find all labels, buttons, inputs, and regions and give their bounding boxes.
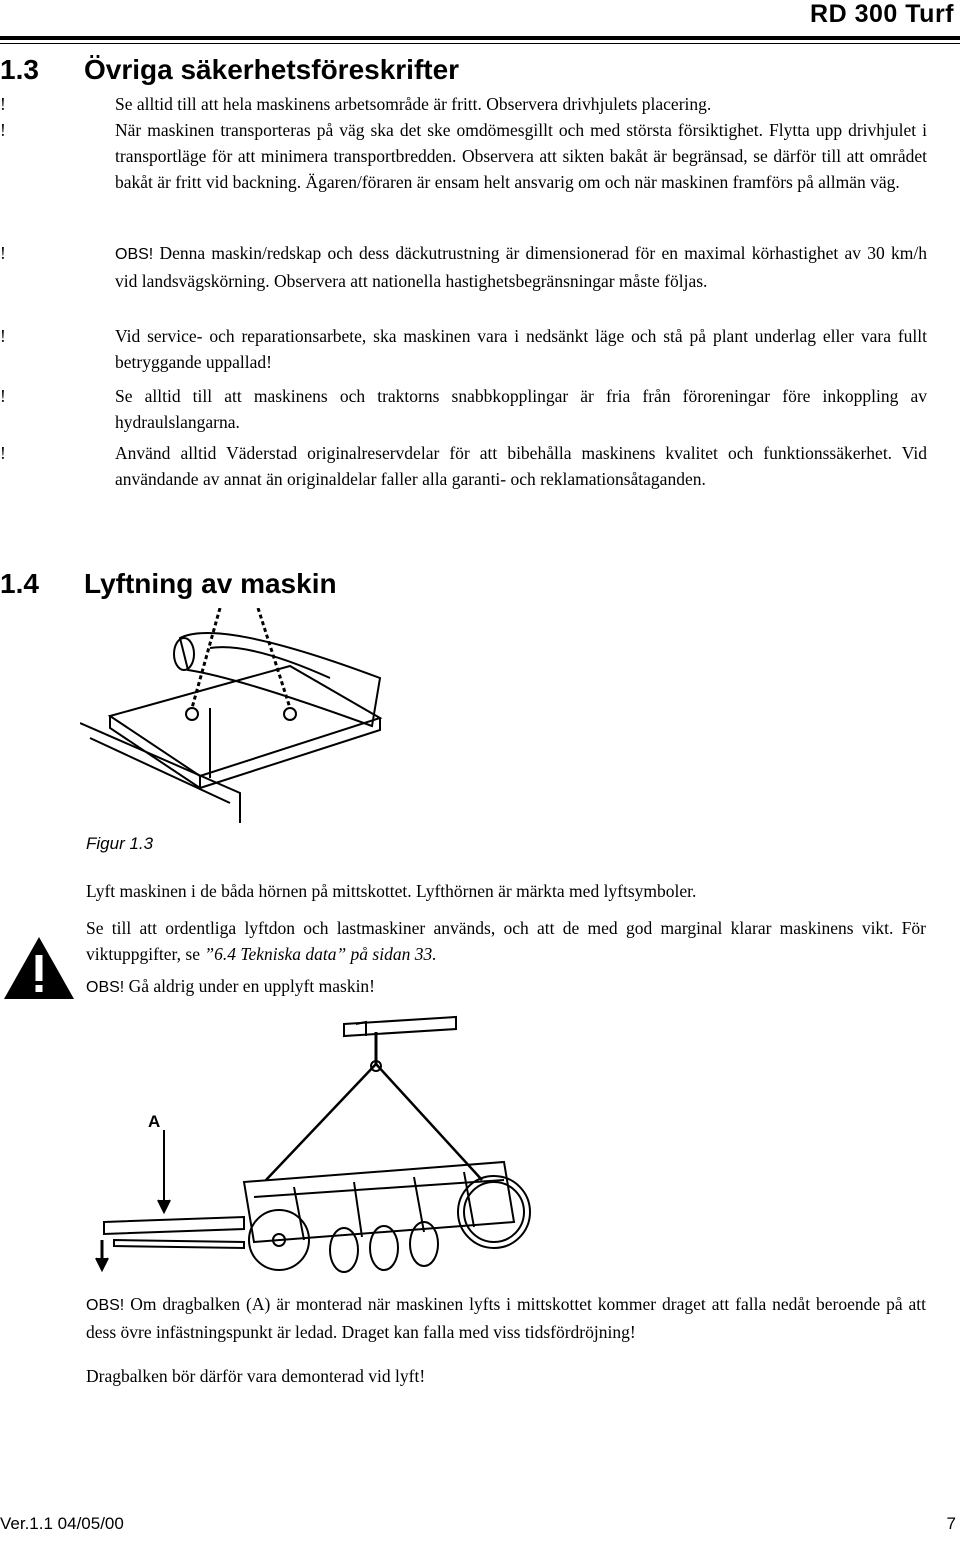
safety-item-5: Se alltid till att maskinens och traktorns snabbkopplingar är fria från föroreningar före inkoppling av hydraulslangarna. — [115, 386, 927, 432]
drawbar-label-a: A — [148, 1112, 161, 1131]
safety-item-3 — [115, 240, 927, 294]
section-13-number: 1.3 — [0, 54, 39, 85]
bullet-4: ! — [0, 326, 6, 346]
safety-item-4: Vid service- och reparationsarbete, ska maskinen vara i nedsänkt läge och stå på plant underlag eller vara fullt betryggande uppallad! — [115, 326, 927, 372]
footer-version: Ver.1.1 04/05/00 — [0, 1514, 124, 1533]
safety-item-2: När maskinen transporteras på väg ska det ske omdömesgillt och med största försiktighet. Flytta upp drivhjulet i transportläge för att minimera transportbredden. Observera att sikten bakåt är begränsad, se därför till att området bakåt är fritt vid backning. Ägaren/föraren är ensam helt ansvarig om och när maskinen framförs på allmän väg. — [115, 120, 927, 192]
bullet-2: ! — [0, 120, 6, 140]
safety-item-3-text: Denna maskin/redskap och dess däckutrustning är dimensionerad för en maximal körhastighet av 30 km/h vid landsvägskörning. Observera att nationella hastighetsbegränsningar måste följas. — [115, 243, 928, 291]
obs-label: OBS! — [86, 979, 125, 996]
header-rule-thick — [0, 36, 960, 40]
lifting-corner-illustration — [80, 608, 410, 823]
header-rule-thin — [0, 43, 960, 44]
bullet-3: ! — [0, 243, 6, 263]
lift-paragraph-1: Lyft maskinen i de båda hörnen på mittskottet. Lyfthörnen är märkta med lyftsymboler. — [86, 881, 697, 901]
section-14-heading — [0, 568, 337, 600]
bullet-6: ! — [0, 443, 6, 463]
section-13-heading — [0, 54, 459, 86]
cross-reference-link[interactable]: ”6.4 Tekniska data” på sidan 33. — [204, 944, 437, 964]
lift-paragraph-4 — [86, 1291, 926, 1345]
drawbar-note-text: Om dragbalken (A) är monterad när maskinen lyfts i mittskottet kommer draget att falla nedåt beroende på att dess övre infästningspunkt är ledad. Draget kan falla med viss tidsfördröjning! — [86, 1294, 927, 1342]
obs-label: OBS! — [86, 1297, 125, 1314]
warning-triangle-icon — [2, 935, 76, 1001]
crane-lifting-illustration — [94, 1012, 534, 1282]
safety-item-1: Se alltid till att hela maskinens arbetsområde är fritt. Observera drivhjulets placering. — [115, 94, 712, 114]
bullet-5: ! — [0, 386, 6, 406]
section-14-title: Lyftning av maskin — [84, 568, 337, 599]
lift-paragraph-5: Dragbalken bör därför vara demonterad vid lyft! — [86, 1366, 426, 1386]
bullet-1: ! — [0, 94, 6, 114]
document-header-title: RD 300 Turf — [810, 0, 954, 28]
lift-paragraph-3 — [86, 973, 926, 1001]
footer-page-number: 7 — [946, 1514, 956, 1533]
obs-label: OBS! — [115, 246, 154, 263]
figure-caption: Figur 1.3 — [86, 834, 154, 853]
lift-paragraph-2 — [86, 915, 926, 967]
lift-paragraph-2-text: Se till att ordentliga lyftdon och lastmaskiner används, och att de med god marginal klarar maskinens vikt. För viktuppgifter, se — [86, 918, 926, 964]
section-13-title: Övriga säkerhetsföreskrifter — [84, 54, 460, 85]
lift-warning-text: Gå aldrig under en upplyft maskin! — [128, 976, 376, 996]
section-14-number: 1.4 — [0, 568, 39, 599]
safety-item-6: Använd alltid Väderstad originalreservdelar för att bibehålla maskinens kvalitet och funktionssäkerhet. Vid användande av annat än originaldelar faller alla garanti- och reklamationsåtaganden. — [115, 443, 927, 489]
